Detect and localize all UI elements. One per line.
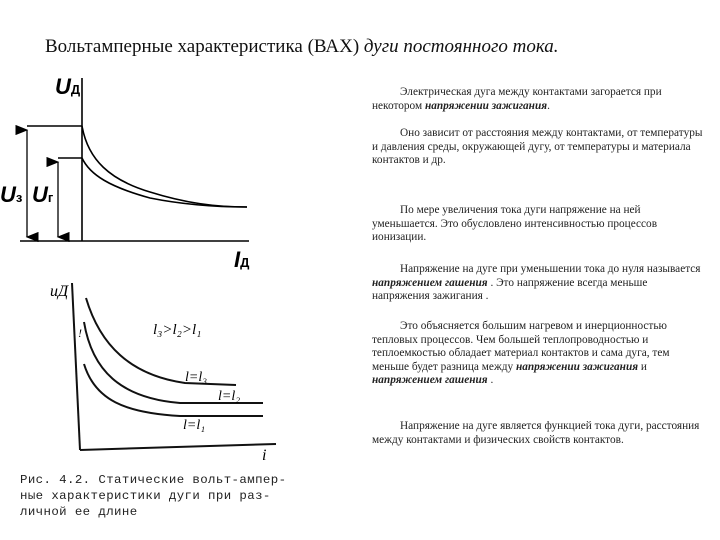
length-relation: l₃>l₂>l₁ xyxy=(153,322,202,338)
paragraph-extinction xyxy=(372,263,706,304)
caption-line: Рис. 4.2. Статические вольт-ампер- xyxy=(20,473,287,487)
text-segment: Это объясняется большим нагревом и инерционностью тепловых процессов. Чем большей теплопроводностью и теплоемкостью обладает материал контактов и сама дуга, тем меньше будет разница между xyxy=(372,320,670,373)
paragraph-ignition xyxy=(372,86,706,113)
paragraph-text xyxy=(372,263,706,304)
caption-line: ные характеристики дуги при раз- xyxy=(20,489,271,503)
paragraph-explanation xyxy=(372,320,706,388)
text-segment: . xyxy=(487,374,494,387)
label-l2: l=l₂ xyxy=(218,389,241,404)
text-segment: и xyxy=(638,360,647,373)
ug-label: Uг xyxy=(32,182,54,207)
top-diagram xyxy=(20,78,249,241)
y-axis xyxy=(72,283,80,450)
label-l3: l=l₃ xyxy=(185,370,208,385)
figure-caption xyxy=(20,472,286,520)
x-axis-label: IД xyxy=(234,247,250,272)
text-segment: Электрическая дуга между контактами загорается при некотором xyxy=(372,86,662,112)
text-segment: . Это напряжение всегда меньше напряжения зажигания . xyxy=(372,276,648,303)
i-axis-label: i xyxy=(262,447,267,464)
text-segment: Напряжение на дуге при уменьшении тока до нуля называется xyxy=(400,263,701,275)
text-segment: . xyxy=(547,99,550,112)
text-segment: По мере увеличения тока дуги напряжение на ней уменьшается. Это обусловлено интенсивностью процессов ионизации. xyxy=(372,204,658,244)
label-l1: l=l₁ xyxy=(183,418,206,433)
paragraph-text xyxy=(372,127,706,168)
x-axis xyxy=(80,444,276,450)
text-segment: Оно зависит от расстояния между контактами, от температуры и давления среды, окружающей дугу, от температуры и материала контактов и др. xyxy=(372,127,703,167)
u-axis-label: uД xyxy=(50,283,69,300)
title-main: Вольтамперные характеристика (ВАХ) xyxy=(45,36,360,57)
term-emphasis: напряжением гашения xyxy=(372,276,488,289)
term-emphasis: напряжении зажигания xyxy=(515,360,639,373)
y-axis-label: UД xyxy=(55,74,81,99)
paragraph-text xyxy=(372,420,706,447)
curve-l3 xyxy=(86,298,236,385)
caption-line: личной ее длине xyxy=(20,505,138,519)
text-segment: Напряжение на дуге является функцией тока дуги, расстояния между контактами и физических свойств контактов. xyxy=(372,420,700,446)
mark: ! xyxy=(78,326,82,340)
paragraph-text xyxy=(372,86,706,113)
term-emphasis: напряжением гашения xyxy=(372,374,488,387)
extinction-curve xyxy=(82,158,247,207)
term-emphasis: напряжении зажигания xyxy=(424,99,548,112)
paragraph-text xyxy=(372,204,706,245)
title-italic: дуги постоянного тока. xyxy=(363,36,559,57)
ignition-curve xyxy=(82,126,247,207)
u3-label: Uз xyxy=(0,182,23,207)
bottom-diagram xyxy=(72,283,276,450)
paragraph-dependence xyxy=(372,127,706,168)
paragraph-current xyxy=(372,204,706,245)
paragraph-text xyxy=(372,320,706,388)
paragraph-function xyxy=(372,420,706,447)
